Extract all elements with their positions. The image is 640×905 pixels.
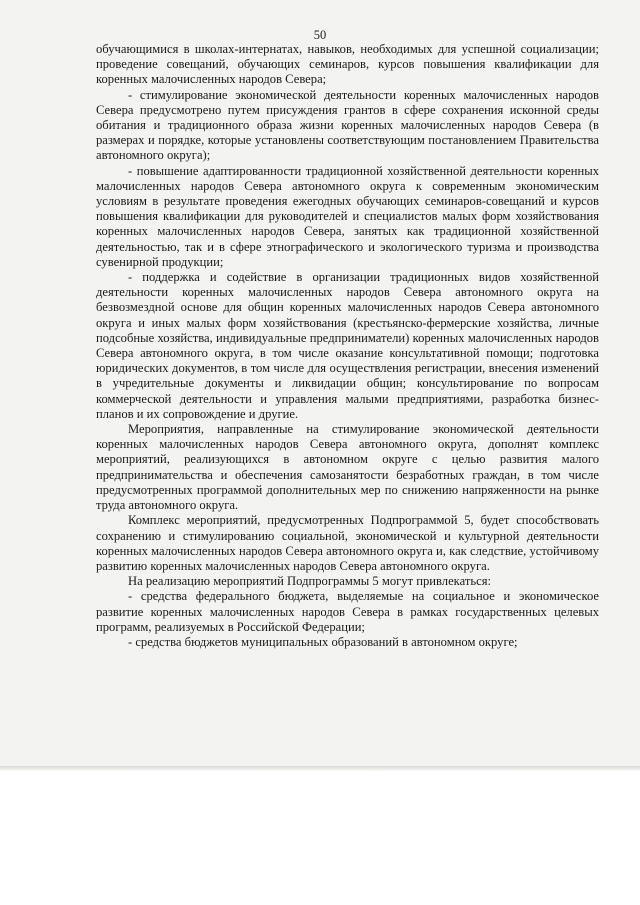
paragraph-grants: - стимулирование экономической деятельности коренных малочисленных народов Севера предусмотрено путем присуждения грантов в сфере сохранения исконной среды обитания и традиционного образа жизни коренных малочисленных народов Севера (в размерах и порядке, которые установлены соответствующим постановлением Правительства автономного округа); bbox=[96, 87, 599, 163]
paragraph-funding-intro: На реализацию мероприятий Подпрограммы 5 могут привлекаться: bbox=[128, 574, 491, 589]
paragraph-complex: Комплекс мероприятий, предусмотренных Подпрограммой 5, будет способствовать сохранению и стимулированию социальной, экономической и культурной деятельности коренных малочисленных народов Севера автономного округа и, как следствие, устойчивому развитию коренных малочисленных народов Севера автономного округа. bbox=[96, 513, 599, 573]
document-body bbox=[96, 42, 599, 650]
paragraph-federal-funds: - средства федерального бюджета, выделяемые на социальное и экономическое развитие коренных малочисленных народов Севера в рамках государственных целевых программ, реализуемых в Российской Федерации; bbox=[96, 589, 599, 634]
paragraph-continuation: обучающимися в школах-интернатах, навыков, необходимых для успешной социализации; проведение совещаний, обучающих семинаров, курсов повышения квалификации для коренных малочисленных народов Севера; bbox=[96, 42, 599, 87]
paragraph-measures: Мероприятия, направленные на стимулирование экономической деятельности коренных малочисленных народов Севера автономного округа, дополнят комплекс мероприятий, реализующихся в автономном округе с целью развития малого предпринимательства и обеспечения самозанятости безработных граждан, в том числе предусмотренных программой дополнительных мер по снижению напряженности на рынке труда автономного округа. bbox=[96, 422, 599, 513]
scan-edge-shadow bbox=[0, 766, 640, 771]
paragraph-municipal-funds: - средства бюджетов муниципальных образований в автономном округе; bbox=[128, 634, 518, 649]
paragraph-support: - поддержка и содействие в организации традиционных видов хозяйственной деятельности коренных малочисленных народов Севера автономного округа на безвозмездной основе для общин коренных малочисленных народов Севера автономного округа и иных малых форм хозяйствования (крестьянско-фермерские хозяйства, личные подсобные хозяйства, индивидуальные предприниматели) коренных малочисленных народов Севера автономного округа, в том числе оказание консультативной помощи; подготовка юридических документов, в том числе для осуществления регистрации, внесения изменений в учредительные документы и ликвидации общин; консультирование по вопросам коммерческой деятельности и управления малыми предприятиями, разработка бизнес-планов и их сопровождение и другие. bbox=[96, 270, 599, 421]
page-number: 50 bbox=[313, 28, 327, 42]
paragraph-adaptation: - повышение адаптированности традиционной хозяйственной деятельности коренных малочисленных народов Севера автономного округа к современным экономическим условиям в результате проведения ежегодных обучающих семинаров-совещаний и курсов повышения квалификации для руководителей и специалистов малых форм хозяйствования коренных малочисленных народов Севера, занятых как традиционной хозяйственной деятельностью, так и в сфере этнографического и экологического туризма и производства сувенирной продукции; bbox=[96, 163, 599, 269]
